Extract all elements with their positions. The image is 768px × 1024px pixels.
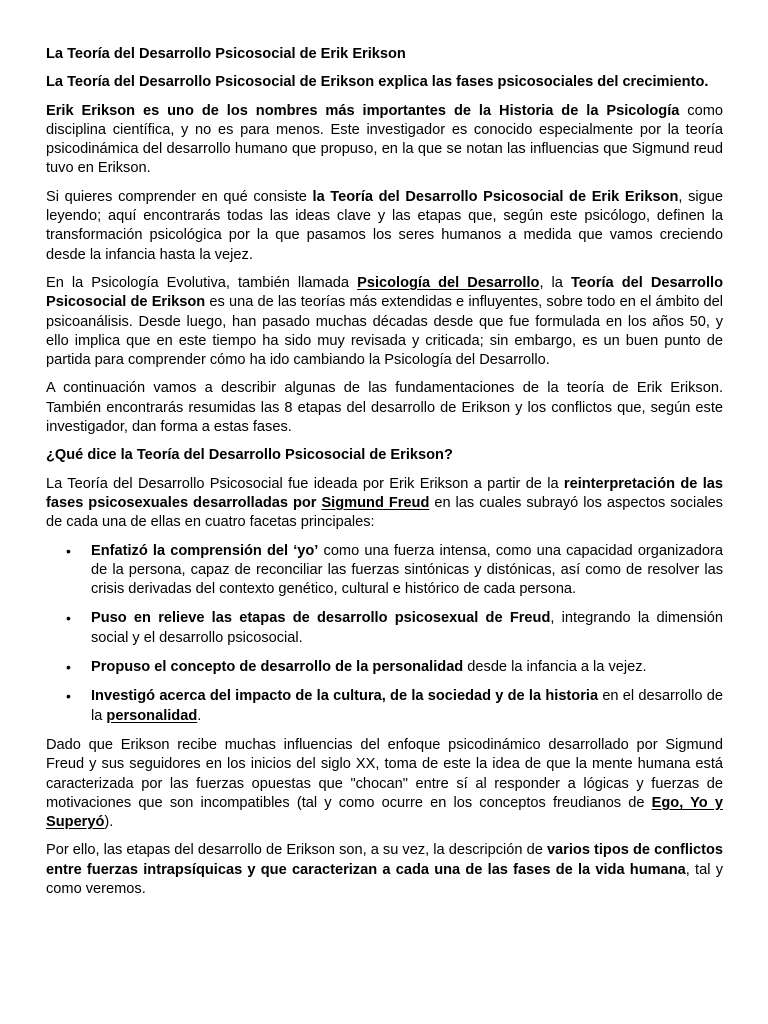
list-item — [66, 609, 723, 648]
paragraph-evolutiva-text-a: En la Psicología Evolutiva, también llamada — [46, 274, 358, 291]
paragraph-understand-text-a: Si quieres comprender en qué consiste — [46, 188, 313, 205]
list-item-text: desde la infancia a la vejez. — [463, 659, 647, 676]
list-item-text: como una fuerza intensa, como una capacidad organizadora de la persona, capaz de reconciliar las fuerzas sintónicas y distónicas, así como de resolver las crisis derivadas del contexto genético, cultural e histórico de cada persona. — [91, 542, 724, 598]
paragraph-conclusion-bold: varios tipos de conflictos entre fuerzas intrapsíquicas y que caracterizan a cada una de las fases de la vida humana — [46, 842, 723, 878]
paragraph-influences-text-a: Dado que Erikson recibe muchas influencias del enfoque psicodinámico desarrollado por Sigmund Freud y sus seguidores en los inicios del siglo XX, toma de este la idea de que la mente humana está caracterizada por las fuerzas opuestas que "chocan" entre sí al responder a lógicas y fuerzas de motivaciones que son incompatibles (tal y como ocurre en los conceptos freudianos de — [46, 736, 723, 811]
paragraph-evolutiva-text-b: , la — [539, 274, 571, 291]
list-item-end: . — [197, 707, 202, 724]
paragraph-conclusion-text-a: Por ello, las etapas del desarrollo de Erikson son, a su vez, la descripción de — [46, 842, 547, 859]
paragraph-evolutiva — [46, 274, 723, 370]
list-item-bold: Puso en relieve las etapas de desarrollo psicosexual de Freud — [91, 610, 551, 627]
list-item-text: , integrando la dimensión social y el desarrollo psicosocial. — [91, 610, 723, 646]
paragraph-understand — [46, 188, 723, 265]
bullet-icon: • — [66, 688, 71, 705]
list-item-bold: Investigó acerca del impacto de la cultura, de la sociedad y de la historia — [91, 688, 599, 705]
paragraph-evolutiva-bold: Teoría del Desarrollo Psicosocial de Erikson — [46, 274, 724, 311]
link-sigmund-freud[interactable]: Sigmund Freud — [321, 494, 430, 511]
facets-list — [46, 542, 723, 726]
paragraph-ideada-text-b: en las cuales subrayó los aspectos sociales de cada una de ellas en cuatro facetas principales: — [46, 494, 723, 531]
list-item — [66, 542, 724, 600]
paragraph-continuation: A continuación vamos a describir algunas de las fundamentaciones de la teoría de Erik Erikson. También encontrarás resumidas las 8 etapas del desarrollo de Erikson y los conflictos que, según este investigador, dan forma a estas fases. — [46, 380, 723, 436]
paragraph-evolutiva-text-c: es una de las teorías más extendidas e influyentes, sobre todo en el ámbito del psicoanálisis. Desde luego, han pasado muchas décadas desde que fue formulada en los años 50, y ello implica que en este tiempo ha sido muy revisada y criticada; sin embargo, es un buen punto de partida para comprender cómo ha ido cambiando la Psicología del Desarrollo. — [46, 294, 723, 369]
paragraph-understand-text-b: , sigue leyendo; aquí encontrarás todas las ideas clave y las etapas que, según este psicólogo, definen la transformación psicológica por la que pasamos los seres humanos a medida que vamos creciendo desde la infancia hasta la vejez. — [46, 188, 723, 263]
document-subtitle: La Teoría del Desarrollo Psicosocial de Erikson explica las fases psicosociales del crecimiento. — [46, 74, 709, 91]
list-item — [66, 687, 723, 726]
paragraph-ideada-text-a: La Teoría del Desarrollo Psicosocial fue ideada por Erik Erikson a partir de la — [46, 475, 564, 492]
bullet-icon: • — [66, 610, 71, 627]
bullet-icon: • — [66, 542, 71, 559]
paragraph-influences — [46, 736, 723, 832]
list-item-bold: Propuso el concepto de desarrollo de la personalidad — [91, 659, 464, 676]
paragraph-influences-text-b: ). — [104, 814, 114, 831]
section-heading-question: ¿Qué dice la Teoría del Desarrollo Psicosocial de Erikson? — [46, 447, 453, 464]
link-personalidad[interactable]: personalidad — [106, 707, 198, 724]
paragraph-intro — [46, 102, 723, 179]
paragraph-ideada-bold: reinterpretación de las fases psicosexuales desarrolladas por — [46, 475, 723, 511]
paragraph-intro-text: como disciplina científica, y no es para menos. Este investigador es conocido especialmente por la teoría psicodinámica del desarrollo humano que propuso, en la que se notan las influencias que Sigmund reud tuvo en Erikson. — [46, 102, 723, 177]
list-item-text: en el desarrollo de la — [91, 688, 723, 724]
link-psicologia-desarrollo[interactable]: Psicología del Desarrollo — [357, 274, 540, 291]
list-item-bold: Enfatizó la comprensión del ‘yo’ — [91, 542, 319, 559]
paragraph-conclusion — [46, 841, 723, 899]
paragraph-understand-bold: la Teoría del Desarrollo Psicosocial de Erik Erikson — [312, 188, 679, 205]
paragraph-ideada — [46, 475, 723, 533]
document-page — [46, 45, 723, 908]
bullet-icon: • — [66, 659, 71, 676]
paragraph-intro-bold: Erik Erikson es uno de los nombres más importantes de la Historia de la Psicología — [46, 102, 680, 119]
document-title: La Teoría del Desarrollo Psicosocial de Erik Erikson — [46, 46, 406, 62]
link-ego-yo-superyo[interactable]: Ego, Yo y Superyó — [46, 794, 723, 831]
paragraph-conclusion-text-b: , tal y como veremos. — [46, 861, 723, 897]
list-item — [66, 658, 723, 677]
